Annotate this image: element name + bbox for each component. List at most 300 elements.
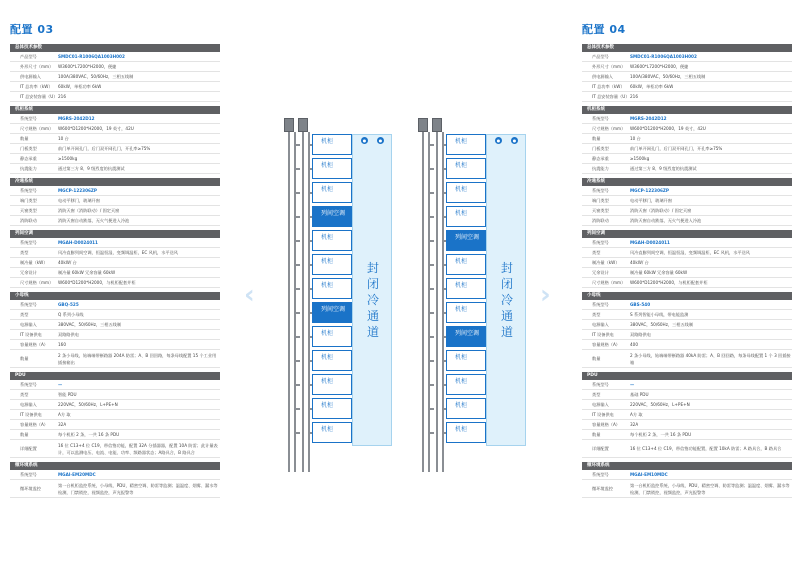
spec-row — [10, 480, 220, 498]
spec-row — [10, 310, 220, 320]
spec-row — [10, 300, 220, 310]
section-header: 微环境系统 — [10, 462, 220, 470]
spec-key: 类型 — [592, 392, 601, 397]
pipe-tick — [296, 384, 300, 386]
spec-key: 电源输入 — [592, 322, 609, 327]
busbar-pipe — [442, 132, 444, 472]
spec-row — [582, 52, 792, 62]
spec-row — [10, 52, 220, 62]
in-row-ac-unit — [312, 206, 352, 227]
spec-value: 双路路供电 — [630, 332, 651, 337]
cabinet-label: 机柜 — [321, 234, 334, 241]
pipe-tick — [430, 384, 434, 386]
pipe-tick — [430, 144, 434, 146]
spec-row — [582, 340, 792, 350]
spec-key: IT 总安装容量（U） — [592, 94, 630, 99]
cabinet-label: 机柜 — [321, 426, 334, 433]
layout-diagram — [270, 118, 540, 478]
ac-label: 列间空调 — [454, 330, 479, 337]
spec-section — [10, 292, 220, 368]
section-header: PDU — [582, 372, 792, 380]
cabinet-unit — [312, 422, 352, 443]
spec-row — [10, 196, 220, 206]
spec-value: 消防天窗自动跌落，无火气便进入冷池 — [630, 218, 702, 223]
pipe-cap — [298, 118, 308, 132]
cabinet-label: 机柜 — [455, 258, 468, 265]
spec-row — [582, 82, 792, 92]
spec-row — [582, 186, 792, 196]
spec-row — [582, 410, 792, 420]
spec-row — [582, 258, 792, 268]
spec-key: 尺寸规格（mm） — [592, 126, 626, 131]
spec-value: MGCP-122306ZP — [630, 188, 669, 193]
pipe-cap — [284, 118, 294, 132]
spec-row — [582, 350, 792, 368]
pipe-tick — [296, 216, 300, 218]
cabinet-label: 机柜 — [455, 210, 468, 217]
spec-row — [582, 124, 792, 134]
spec-value: GBS-540 — [630, 302, 651, 307]
pipe-tick — [296, 336, 300, 338]
spec-key: 类型 — [20, 312, 29, 317]
spec-value: 100A/380VAC，50/60Hz，三相五线制 — [630, 74, 706, 79]
spec-value: 2 条小母线，始端端带断路器 204A 防雷；A、B 回回路，每条母线配置 15 个工业用插接箱出 — [58, 352, 217, 365]
spec-value: 第一台机柜监控系统，小母线、PDU，精密空调、防雷等监测；温温度、烟雾、漏水等检测，门禁锁控，视频监控，声光报警等 — [58, 482, 218, 495]
spec-key: 微环境监控 — [592, 486, 613, 491]
spec-key: 消防联动 — [20, 218, 37, 223]
spec-key: 数量 — [20, 356, 29, 361]
spec-row — [582, 238, 792, 248]
spec-row — [10, 124, 220, 134]
section-header: 冷通系统 — [582, 178, 792, 186]
config-04-column — [582, 22, 792, 502]
spec-value: 通过第三方 8、9 级烈度的抗震测试 — [58, 166, 125, 171]
spec-value: S 系列智能小母线，带电能监测 — [630, 312, 689, 317]
cabinet-unit — [446, 254, 486, 275]
spec-section — [582, 372, 792, 458]
config-04-sections — [582, 44, 792, 498]
spec-key: 消防联动 — [592, 218, 609, 223]
spec-key: 容量规格（A） — [592, 342, 620, 347]
spec-row — [10, 330, 220, 340]
spec-value: A方 取 — [630, 412, 643, 417]
spec-value: 电动平移门，玻璃开窗 — [630, 198, 672, 203]
spec-row — [582, 268, 792, 278]
spec-key: 冗余设计 — [20, 270, 37, 275]
spec-value: 32A — [630, 422, 639, 427]
spec-row — [10, 206, 220, 216]
spec-key: 类型 — [20, 250, 29, 255]
spec-key: 尺寸规格（mm） — [20, 280, 54, 285]
spec-row — [10, 390, 220, 400]
cabinet-label: 机柜 — [321, 138, 334, 145]
pipe-tick — [430, 264, 434, 266]
cold-aisle — [352, 134, 392, 446]
section-header: 小母线 — [10, 292, 220, 300]
spec-row — [10, 420, 220, 430]
spec-key: 系统型号 — [592, 472, 609, 477]
pipe-tick — [430, 192, 434, 194]
cabinet-unit — [312, 326, 352, 347]
spec-value: 前门单开网孔门，后门双开网孔门，开孔率≥75% — [58, 146, 151, 151]
spec-value: 32A — [58, 422, 67, 427]
spec-key: 外形尺寸（mm） — [592, 64, 626, 69]
busbar-pipe — [308, 132, 310, 472]
spec-value: 100A/380VAC，50/60Hz，三相五线制 — [58, 74, 134, 79]
spec-value: W3600*L7200*H2000，便捷 — [58, 64, 117, 69]
spec-key: IT 设备供电 — [20, 412, 42, 417]
spec-value: 消防天窗（消防联动）/ 固定天窗 — [630, 208, 692, 213]
cabinet-unit — [446, 302, 486, 323]
spec-value: A方 取 — [58, 412, 71, 417]
cabinet-label: 机柜 — [321, 354, 334, 361]
spec-key: 电源输入 — [592, 402, 609, 407]
config-03-column — [10, 22, 220, 502]
busbar-pipe — [294, 132, 296, 472]
in-row-ac-unit — [446, 326, 486, 347]
section-header: PDU — [10, 372, 220, 380]
spec-value: 40kW/ 台 — [630, 260, 649, 265]
section-header: 冷通系统 — [10, 178, 220, 186]
spec-key: IT 总安装容量（U） — [20, 94, 58, 99]
spec-key: 端门类型 — [20, 198, 37, 203]
spec-row — [10, 82, 220, 92]
spec-row — [10, 440, 220, 458]
spec-row — [10, 216, 220, 226]
camera-icon: ● — [496, 138, 501, 143]
section-header: 小母线 — [582, 292, 792, 300]
spec-row — [10, 380, 220, 390]
spec-section — [582, 462, 792, 498]
spec-row — [582, 430, 792, 440]
spec-key: 数量 — [20, 432, 29, 437]
spec-row — [10, 430, 220, 440]
spec-value: 2 条小母线，始端端带断路器 40kA 防雷；A、B 回回路，每条母线配置 1 个 3 回插接箱 — [630, 352, 791, 365]
spec-key: IT 设备供电 — [592, 412, 614, 417]
spec-row — [582, 62, 792, 72]
spec-key: 电源输入 — [20, 402, 37, 407]
spec-row — [10, 144, 220, 154]
spec-value: 风冷直膨列间空调，恒温恒湿，变频调温柜，EC 风机，水平送风 — [58, 250, 178, 255]
spec-value: — — [630, 382, 635, 387]
spec-key: 系统型号 — [592, 240, 609, 245]
spec-section — [10, 230, 220, 288]
spec-section — [582, 230, 792, 288]
chevron-left-icon[interactable]: ‹ — [244, 280, 255, 310]
spec-value: 60kW，单柜功率 6kW — [58, 84, 102, 89]
spec-key: 尺寸规格（mm） — [592, 280, 626, 285]
cabinet-unit — [312, 230, 352, 251]
spec-row — [10, 72, 220, 82]
pipe-tick — [430, 288, 434, 290]
cabinet-unit — [446, 278, 486, 299]
spec-key: 系统型号 — [20, 116, 37, 121]
spec-value: 16 位 C13+4 位 C19，带信签功能，配置 32A 分插器器，配置 10A 防雷；此计量表计，可以监测电压、电流、电能、功率、频路器状态；A路具合，B 路具合 — [58, 442, 218, 455]
spec-row — [582, 196, 792, 206]
spec-value: 400 — [630, 342, 638, 347]
cabinet-label: 机柜 — [321, 186, 334, 193]
cabinet-label: 机柜 — [321, 330, 334, 337]
section-header: 列间空调 — [10, 230, 220, 238]
spec-key: 抗震能力 — [20, 166, 37, 171]
cabinet-label: 机柜 — [321, 162, 334, 169]
spec-section — [10, 106, 220, 174]
pipe-tick — [296, 240, 300, 242]
spec-section — [10, 372, 220, 458]
spec-key: 端门类型 — [592, 198, 609, 203]
spec-value: 216 — [58, 94, 66, 99]
spec-value: — — [58, 382, 63, 387]
spec-value: ≥1500kg — [58, 156, 78, 161]
ac-label: 列间空调 — [454, 234, 479, 241]
spec-row — [582, 92, 792, 102]
spec-value: W3600*L7200*H2000，便捷 — [630, 64, 689, 69]
spec-value: MGAH-D0024011 — [58, 240, 98, 245]
cabinet-label: 机柜 — [455, 186, 468, 193]
spec-value: 220VAC，50/60Hz，L+PE+N — [58, 402, 118, 407]
cabinet-label: 机柜 — [455, 282, 468, 289]
spec-key: 系统型号 — [20, 382, 37, 387]
spec-row — [10, 238, 220, 248]
spec-key: 系统型号 — [20, 188, 37, 193]
spec-row — [582, 480, 792, 498]
spec-key: 数量 — [20, 136, 29, 141]
spec-key: 尺寸规格（mm） — [20, 126, 54, 131]
spec-row — [582, 206, 792, 216]
spec-row — [10, 186, 220, 196]
spec-value: 10 台 — [630, 136, 641, 141]
spec-value: MGAI-EM20MDC — [58, 472, 96, 477]
spec-value: SMDC01-R1006QA1003H002 — [630, 54, 697, 59]
pipe-tick — [430, 312, 434, 314]
spec-key: 容量规格（A） — [20, 342, 48, 347]
spec-value: MGAH-D0024011 — [630, 240, 670, 245]
cabinet-unit — [446, 206, 486, 227]
spec-value: 前门单开网孔门，后门双开网孔门，开孔率≥75% — [630, 146, 723, 151]
spec-row — [582, 420, 792, 430]
cabinet-unit — [446, 350, 486, 371]
spec-value: 10 台 — [58, 136, 69, 141]
cabinet-label: 机柜 — [321, 378, 334, 385]
cold-aisle-label: 封闭冷通道 — [366, 261, 379, 339]
spec-row — [10, 470, 220, 480]
spec-row — [10, 410, 220, 420]
config-03-title: 配置 03 — [10, 23, 54, 36]
spec-section — [582, 106, 792, 174]
spec-value: 风冷直膨列间空调，恒温恒湿，变频调温柜，EC 风机，水平送风 — [630, 250, 750, 255]
config-04-title: 配置 04 — [582, 23, 626, 36]
spec-row — [582, 164, 792, 174]
cabinet-unit — [446, 422, 486, 443]
spec-key: 数量 — [592, 432, 601, 437]
spec-value: 第一台机柜监控系统，小母线、PDU，精密空调、防雷等监测；温温度、烟雾、漏水等检测，门禁锁控，视频监控，声光报警等 — [630, 482, 790, 495]
cabinet-unit — [312, 278, 352, 299]
cabinet-unit — [312, 158, 352, 179]
busbar-pipe — [422, 132, 424, 472]
spec-row — [10, 278, 220, 288]
spec-row — [582, 400, 792, 410]
spec-value: 16 位 C13+4 位 C19，带信签功能配置，配置 10kA 防雷；A 路具合，B 路具合 — [630, 446, 782, 451]
spec-key: 供电源输入 — [592, 74, 613, 79]
pipe-tick — [430, 336, 434, 338]
spec-section — [10, 178, 220, 226]
spec-value: 每个机柜 2 条，一共 16 条 PDU — [630, 432, 692, 437]
spec-value: MGCP-122306ZP — [58, 188, 97, 193]
spec-value: W600*D1200*H2000，19 英寸，42U — [630, 126, 706, 131]
spec-row — [582, 470, 792, 480]
spec-key: 制冷量（kW） — [592, 260, 620, 265]
cabinet-unit — [312, 254, 352, 275]
spec-key: 静态承重 — [592, 156, 609, 161]
spec-section — [582, 178, 792, 226]
cabinet-unit — [446, 134, 486, 155]
spec-key: 供电源输入 — [20, 74, 41, 79]
spec-value: 电动平移门，玻璃开窗 — [58, 198, 100, 203]
cabinet-label: 机柜 — [455, 138, 468, 145]
cabinet-unit — [312, 398, 352, 419]
busbar-pipe — [436, 132, 438, 472]
pipe-cap — [432, 118, 442, 132]
spec-row — [10, 62, 220, 72]
section-header: 总体技术参数 — [582, 44, 792, 52]
cabinet-label: 机柜 — [321, 258, 334, 265]
section-header: 列间空调 — [582, 230, 792, 238]
spec-value: Q 系列小母线 — [58, 312, 84, 317]
ac-label: 列间空调 — [320, 306, 345, 313]
section-header: 微环境系统 — [582, 462, 792, 470]
spec-row — [582, 216, 792, 226]
busbar-pipe — [302, 132, 304, 472]
spec-value: 消防天窗（消防联动）/ 固定天窗 — [58, 208, 120, 213]
spec-row — [10, 154, 220, 164]
pipe-tick — [296, 144, 300, 146]
spec-key: 详细配置 — [592, 446, 609, 451]
cabinet-label: 机柜 — [321, 402, 334, 409]
pipe-tick — [296, 264, 300, 266]
spec-value: 40kW/ 台 — [58, 260, 77, 265]
cabinet-label: 机柜 — [455, 354, 468, 361]
spec-key: 天窗类型 — [20, 208, 37, 213]
spec-value: 制冷量 60kW 冗余容量 60kW — [630, 270, 688, 275]
spec-value: 基础 PDU — [630, 392, 649, 397]
spec-row — [582, 380, 792, 390]
cabinet-unit — [312, 374, 352, 395]
camera-icon: ● — [378, 138, 383, 143]
spec-row — [582, 320, 792, 330]
spec-value: MGAI-EM10MDC — [630, 472, 668, 477]
spec-key: IT 总功率（kW） — [592, 84, 625, 89]
spec-row — [10, 164, 220, 174]
spec-row — [582, 114, 792, 124]
cabinet-label: 机柜 — [455, 162, 468, 169]
spec-row — [10, 340, 220, 350]
spec-key: 冗余设计 — [592, 270, 609, 275]
spec-row — [582, 300, 792, 310]
spec-value: 60kW，单柜功率 6kW — [630, 84, 674, 89]
pipe-tick — [430, 360, 434, 362]
spec-key: 系统型号 — [592, 302, 609, 307]
spec-row — [582, 144, 792, 154]
spec-value: SMDC01-R1006QA1003H002 — [58, 54, 125, 59]
spec-key: 抗震能力 — [592, 166, 609, 171]
spec-section — [10, 44, 220, 102]
spec-key: 静态承重 — [20, 156, 37, 161]
cabinet-unit — [312, 134, 352, 155]
spec-value: 每个机柜 2 条，一共 16 条 PDU — [58, 432, 120, 437]
pipe-tick — [296, 432, 300, 434]
cabinet-unit — [446, 158, 486, 179]
spec-key: 外形尺寸（mm） — [20, 64, 54, 69]
spec-row — [10, 114, 220, 124]
pipe-tick — [296, 408, 300, 410]
spec-key: 制冷量（kW） — [20, 260, 48, 265]
spec-value: 通过第三方 8、9 级烈度的抗震测试 — [630, 166, 697, 171]
spec-section — [10, 462, 220, 498]
spec-value: 制冷量 60kW 冗余容量 60kW — [58, 270, 116, 275]
spec-key: 类型 — [592, 250, 601, 255]
spec-value: ≥1500kg — [630, 156, 650, 161]
spec-value: 双路路供电 — [58, 332, 79, 337]
spec-key: 产品型号 — [20, 54, 37, 59]
spec-key: 类型 — [20, 392, 29, 397]
pipe-tick — [430, 408, 434, 410]
pipe-tick — [296, 192, 300, 194]
spec-row — [582, 390, 792, 400]
pipe-cap — [418, 118, 428, 132]
spec-value: 380VAC，50/60Hz，三相五线制 — [630, 322, 694, 327]
in-row-ac-unit — [312, 302, 352, 323]
spec-section — [582, 292, 792, 368]
spec-row — [582, 154, 792, 164]
cabinet-label: 机柜 — [455, 378, 468, 385]
cabinet-label: 机柜 — [455, 426, 468, 433]
section-header: 总体技术参数 — [10, 44, 220, 52]
spec-key: IT 设备供电 — [592, 332, 614, 337]
spec-row — [582, 134, 792, 144]
spec-row — [10, 350, 220, 368]
spec-value: MGRS-2042D12 — [58, 116, 95, 121]
section-header: 机柜系统 — [582, 106, 792, 114]
section-header: 机柜系统 — [10, 106, 220, 114]
chevron-right-icon[interactable]: › — [540, 280, 551, 310]
spec-row — [10, 258, 220, 268]
spec-row — [10, 92, 220, 102]
spec-key: 系统型号 — [20, 240, 37, 245]
spec-key: 系统型号 — [20, 302, 37, 307]
cabinet-label: 机柜 — [455, 306, 468, 313]
spec-key: 系统型号 — [20, 472, 37, 477]
spec-row — [10, 320, 220, 330]
ac-label: 列间空调 — [320, 210, 345, 217]
spec-value: GBQ-525 — [58, 302, 79, 307]
spec-key: 系统型号 — [592, 188, 609, 193]
spec-key: 天窗类型 — [592, 208, 609, 213]
spec-row — [10, 400, 220, 410]
spec-key: 系统型号 — [592, 382, 609, 387]
spec-key: 产品型号 — [592, 54, 609, 59]
pipe-tick — [296, 360, 300, 362]
cabinet-unit — [446, 182, 486, 203]
busbar-pipe — [428, 132, 430, 472]
cold-aisle — [486, 134, 526, 446]
spec-row — [582, 278, 792, 288]
spec-value: 220VAC，50/60Hz，L+PE+N — [630, 402, 690, 407]
spec-value: W600*D1200*H2000，19 英寸，42U — [58, 126, 134, 131]
spec-key: 容量规格（A） — [20, 422, 48, 427]
spec-key: 门板类型 — [592, 146, 609, 151]
pipe-tick — [430, 432, 434, 434]
spec-key: IT 总功率（kW） — [20, 84, 53, 89]
